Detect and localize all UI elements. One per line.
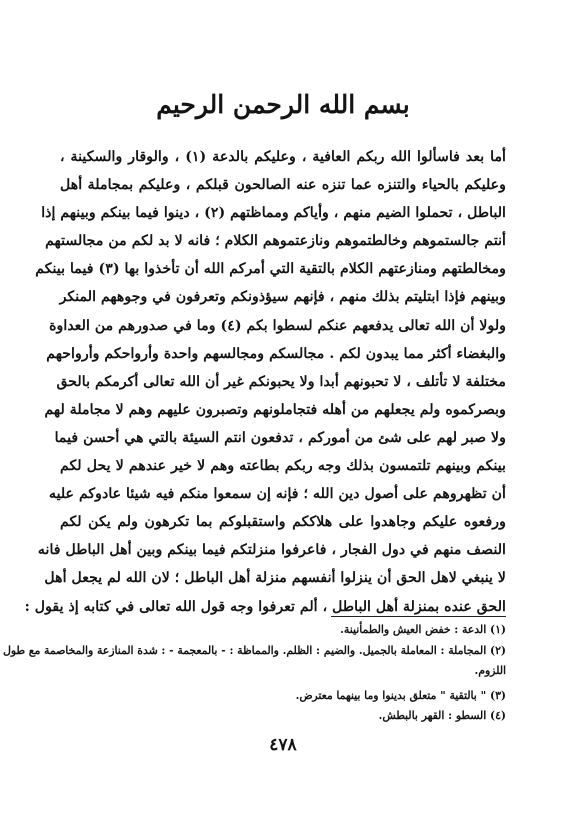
text-line: ورفعوه عليكم وجاهدوا على هلاككم واستقبلوكم بما تكرهون ولم يكن لكم: [60, 514, 506, 531]
footnote: (١) الدعة : خفض العيش والطمأنينة.: [340, 623, 506, 636]
text-line: الحق عنده بمنزلة أهل الباطل ، ألم تعرفوا وجه قول الله تعالى في كتابه إذ يقول :: [24, 598, 506, 615]
footnote: (٢) المجاملة : المعاملة بالجميل. والضيم : الظلم. والمماظة : - بالمعجمة - : شدة المنازعة والمخاصمة مع طول: [2, 643, 506, 657]
text-line: ولولا أن الله تعالى يدفعهم عنكم لسطوا بكم (٤) وما في صدورهم من العداوة: [49, 317, 506, 334]
text-line: وبصركموه ولم يجعلهم من أهله فتجاملونهم وتصبرون عليهم وهم لا مجاملة لهم: [44, 401, 506, 418]
text-line: وبينهم فإذا ابتليتم بذلك منهم ، فإنهم سيؤذونكم وتعرفون في وجوههم المنكر: [59, 289, 506, 306]
footnote: (٣) " بالتقية " متعلق بدينوا وما بينهما معترض.: [295, 688, 506, 702]
text-line: الباطل ، تحملوا الضيم منهم ، وأياكم ومماظتهم (٢) ، دينوا فيما بينكم وبينهم إذا: [41, 205, 506, 222]
text-line: وعليكم بالحياء والتنزه عما تنزه عنه الصالحون قبلكم ، وعليكم بمجاملة أهل: [60, 177, 506, 194]
text-line: ومخالطتهم ومنازعتهم الكلام بالتقية التي أمركم الله أن تأخذوا بها (٣) فيما بينكم: [35, 261, 506, 278]
main-text: [24, 143, 506, 621]
text-line: أن تظهروهم على أصول دين الله ؛ فإنه إن سمعوا منكم فيه شيئا عادوكم عليه: [48, 486, 506, 503]
text-line: مختلفة لا تأتلف ، لا تحبونهم أبدا ولا يحبونكم غير أن الله تعالى أكرمكم بالحق: [56, 373, 506, 390]
text-line: والبغضاء أكثر مما يبدون لكم . مجالسكم ومجالسهم واحدة وأرواحكم وأرواحهم: [46, 345, 506, 362]
text-line: النصف منهم في دول الفجار ، فاعرفوا منزلتكم فيما بينكم وبين أهل الباطل فانه: [37, 542, 506, 559]
text-line: أنتم جالستموهم وخالطتموهم ونازعتموهم الكلام ؛ فانه لا بد لكم من مجالستهم: [45, 233, 506, 250]
footnote-continuation: اللزوم.: [474, 664, 506, 677]
footnote: (٤) السطو : القهر بالبطش.: [378, 709, 506, 722]
text-line: ولا صبر لهم على شئ من أموركم ، تدفعون انتم السيئة بالتي هي أحسن فيما: [54, 429, 506, 446]
page-number: ٤٧٨: [269, 735, 297, 755]
footnotes: [2, 620, 506, 727]
text-line: أما بعد فاسألوا الله ربكم العافية ، وعليكم بالدعة (١) ، والوقار والسكينة ،: [60, 149, 506, 165]
basmala-heading: بسم الله الرحمن الرحيم: [156, 90, 410, 119]
footnote-separator: [331, 616, 506, 617]
text-line: بينكم وبينهم تلتمسون بذلك وجه ربكم بطاعته وهم لا خير عندهم لا يحل لكم: [60, 458, 506, 475]
text-line: لا ينبغي لاهل الحق أن ينزلوا أنفسهم منزلة أهل الباطل ؛ لان الله لم يجعل أهل: [44, 570, 506, 587]
